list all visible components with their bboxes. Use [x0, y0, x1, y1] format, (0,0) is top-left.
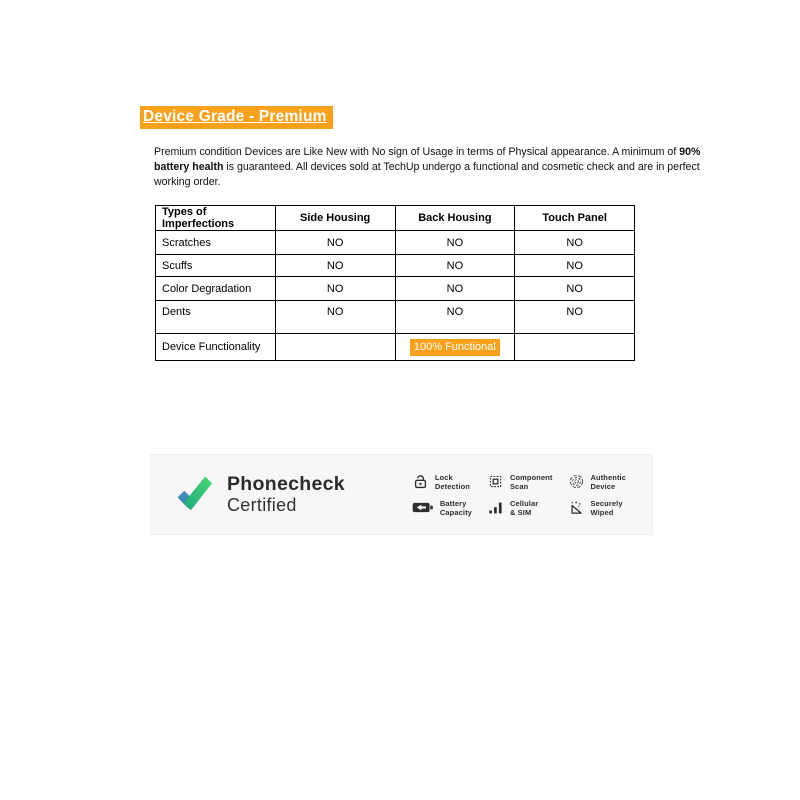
- row-label: Device Functionality: [156, 334, 276, 361]
- feature-battery-capacity: [412, 499, 472, 517]
- cell-value: NO: [515, 231, 635, 255]
- table-row-color-degradation: [156, 277, 635, 301]
- imperfections-table: [155, 205, 635, 361]
- feature-component-scan: [487, 473, 553, 491]
- table-row-scuffs: [156, 255, 635, 277]
- cell-value: NO: [275, 301, 395, 334]
- cell-value: [515, 334, 635, 361]
- brand-subtitle: Certified: [227, 495, 297, 515]
- header-imperfections: Types of Imperfections: [156, 206, 276, 231]
- cell-value: NO: [515, 255, 635, 277]
- feature-label: Cellular & SIM: [509, 498, 539, 517]
- cell-value: NO: [395, 255, 515, 277]
- phonecheck-logo: [175, 472, 345, 518]
- checkmark-icon: [175, 472, 217, 518]
- table-row-dents: [156, 301, 635, 334]
- logo-text: [227, 474, 345, 515]
- header-side-housing: Side Housing: [275, 206, 395, 231]
- wipe-icon: [568, 499, 585, 516]
- cell-value: NO: [275, 255, 395, 277]
- cell-value: NO: [395, 277, 515, 301]
- lock-icon: [412, 473, 429, 490]
- cell-value: NO: [395, 301, 515, 334]
- row-label: Color Degradation: [156, 277, 276, 301]
- feature-cellular-sim: [487, 499, 553, 517]
- intro-bold-percent: 90%: [679, 146, 701, 158]
- intro-text-3: working order.: [154, 176, 221, 188]
- feature-label: Battery Capacity: [439, 498, 472, 517]
- table-row-device-functionality: [156, 334, 635, 361]
- row-label: Scratches: [156, 231, 276, 255]
- header-touch-panel: Touch Panel: [515, 206, 635, 231]
- feature-lock-detection: [412, 473, 472, 491]
- row-label: Scuffs: [156, 255, 276, 277]
- cell-value: NO: [515, 277, 635, 301]
- intro-text-2: is guaranteed. All devices sold at TechUp undergo a functional and cosmetic check and are in perfect: [223, 161, 700, 173]
- fingerprint-icon: [568, 473, 585, 490]
- feature-securely-wiped: [568, 499, 626, 517]
- feature-label: Securely Wiped: [590, 498, 623, 517]
- feature-authentic-device: [568, 473, 626, 491]
- table-row-scratches: [156, 231, 635, 255]
- brand-name: Phonecheck: [227, 473, 345, 495]
- table-header-row: [156, 206, 635, 231]
- signal-bars-icon: [487, 499, 504, 516]
- cell-value: NO: [515, 301, 635, 334]
- feature-grid: [412, 473, 626, 517]
- cell-value: [395, 334, 515, 361]
- cell-value: [275, 334, 395, 361]
- intro-paragraph: [154, 145, 774, 190]
- intro-text: Premium condition Devices are Like New with No sign of Usage in terms of Physical appearance. A minimum of: [154, 146, 680, 158]
- chip-scan-icon: [487, 473, 504, 490]
- cell-value: NO: [275, 277, 395, 301]
- page-title: Device Grade - Premium: [140, 106, 333, 129]
- feature-label: Lock Detection: [434, 472, 470, 491]
- row-label: Dents: [156, 301, 276, 334]
- phonecheck-certified-banner: [150, 454, 653, 535]
- cell-value: NO: [395, 231, 515, 255]
- battery-icon: [412, 501, 434, 514]
- intro-bold-battery: battery health: [154, 161, 224, 173]
- header-back-housing: Back Housing: [395, 206, 515, 231]
- feature-label: Authentic Device: [590, 472, 626, 491]
- cell-value: NO: [275, 231, 395, 255]
- feature-label: Component Scan: [509, 472, 553, 491]
- functional-highlight: 100% Functional: [410, 339, 500, 356]
